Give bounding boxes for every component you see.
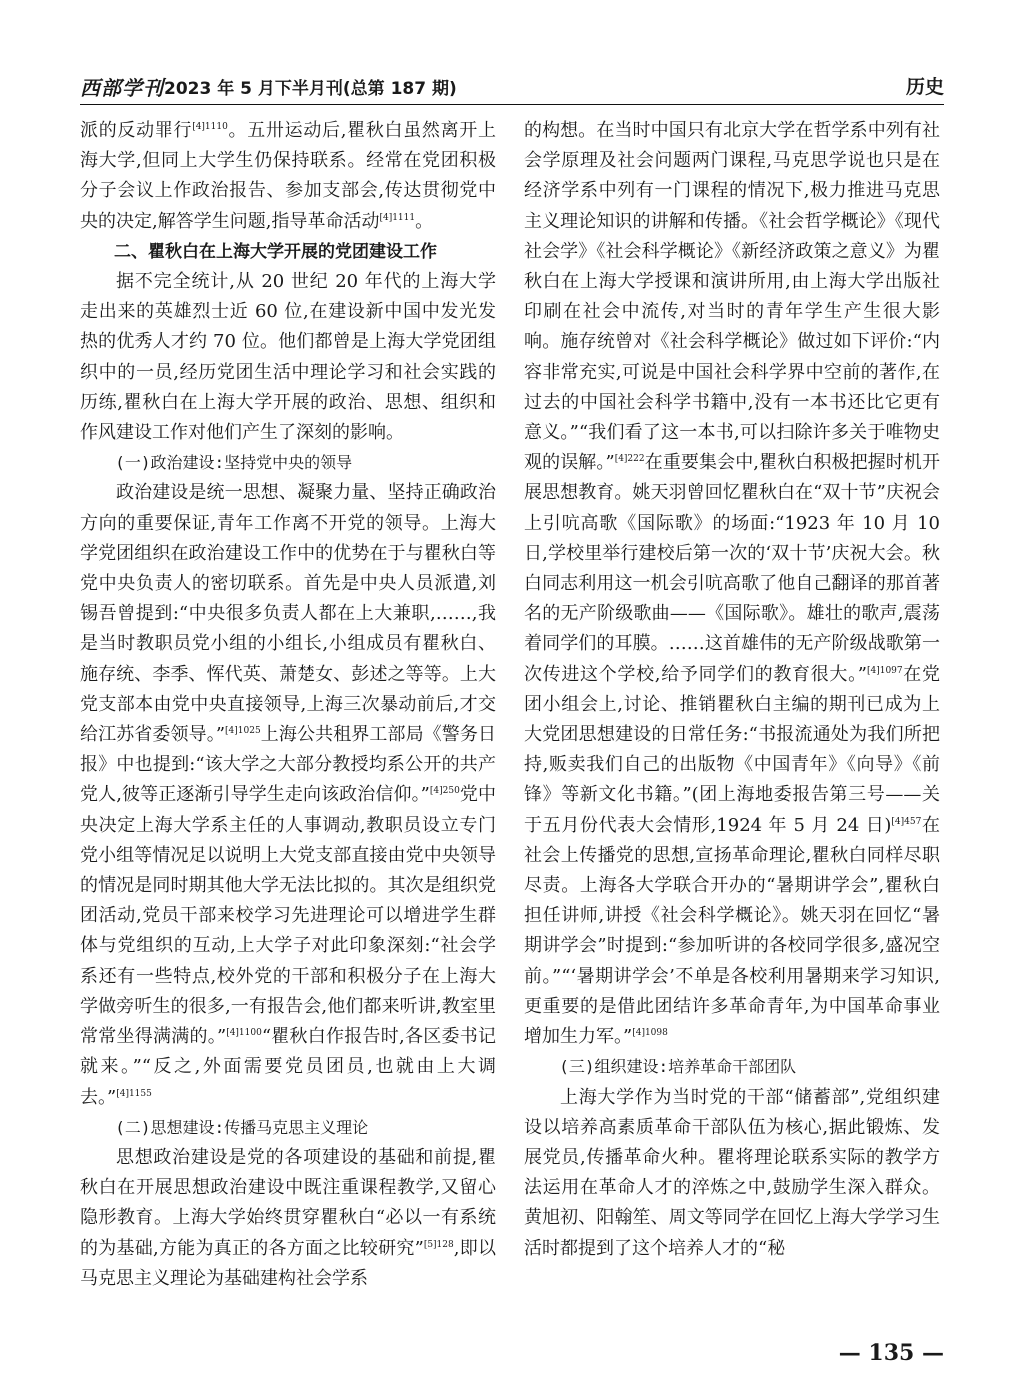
header-rule [80,104,944,105]
right-column [524,116,940,1264]
citation: [4]1155 [116,1088,152,1099]
paragraph: 政治建设是统一思想、凝聚力量、坚持正确政治方向的重要保证,青年工作离不开党的领导。上海大学党团组织在政治建设工作中的优势在于与瞿秋白等党中央负责人的密切联系。首先是中央人员派遣,刘锡吾曾提到:“中央很多负责人都在上大兼职,……,我是当时教职员党小组的小组长,小组成员有瞿秋白、施存统、李季、恽代英、萧楚女、彭述之等等。上大党支部本由党中央直接领导,上海三次暴动前后,才交给江苏省委领导。”$^{[4]1025}$上海公共租界工部局《警务日报》中也提到:“该大学之大部分教授均系公开的共产党人,彼等正逐渐引导学生走向该政治信仰。”$^{[4]250}$党中央决定上海大学系主任的人事调动,教职员设立专门党小组等情况足以说明上大党支部直接由党中央领导的情况是同时期其他大学无法比拟的。其次是组织党团活动,党员干部来校学习先进理论可以增进学生群体与党组织的互动,上大学子对此印象深刻:“社会学系还有一些特点,校外党的干部和积极分子在上海大学做旁听生的很多,一有报告会,他们都来听讲,教室里常常坐得满满的。”$^{[4]1100}$“瞿秋白作报告时,各区委书记就来。”“反之,外面需要党员团员,也就由上大调去。”$^{[4]1155}$ [80,482,497,1108]
journal-masthead: 西部学刊 [80,76,164,100]
citation: [5]128 [423,1239,454,1250]
citation: [4]1025 [225,726,261,737]
citation: [4]1098 [632,1028,668,1039]
subsection-heading: (二)思想建设:传播马克思主义理论 [115,1117,369,1137]
section-heading: 二、瞿秋白在上海大学开展的党团建设工作 [114,241,437,262]
page-number: — 135 — [838,1340,944,1366]
citation: [4]1100 [226,1028,262,1039]
citation: [4]1097 [866,665,903,676]
citation: [4]457 [891,816,922,827]
subsection-heading: (一)政治建设:坚持党中央的领导 [115,453,353,473]
section-label: 历史 [905,76,944,98]
issue-info: 2023 年 5 月下半月刊(总第 187 期) [164,79,457,99]
paragraph: 据不完全统计,从 20 世纪 20 年代的上海大学走出来的英雄烈士近 60 位,在建设新中国中发光发热的优秀人才约 70 位。他们都曾是上海大学党团组织中的一员,经历党团生活中理论学习和社会实践的历练,瞿秋白在上海大学开展的政治、思想、组织和作风建设工作对他们产生了深刻的影响。 [80,271,496,444]
citation: [4]1111 [379,212,416,223]
page-header [80,68,944,100]
paragraph: 思想政治建设是党的各项建设的基础和前提,瞿秋白在开展思想政治建设中既注重课程教学,又留心隐形教育。上海大学始终贯穿瞿秋白“必以一有系统的为基础,方能为真正的各方面之比较研究”$^{[5]128}$,即以马克思主义理论为基础建构社会学系 [80,1146,496,1289]
subsection-heading: (三)组织建设:培养革命干部团队 [559,1057,797,1077]
paragraph: 的构想。在当时中国只有北京大学在哲学系中列有社会学原理及社会问题两门课程,马克思学说也只是在经济学系中列有一门课程的情况下,极力推进马克思主义理论知识的讲解和传播。《社会哲学概论》《现代社会学》《社会科学概论》《新经济政策之意义》为瞿秋白在上海大学授课和演讲所用,由上海大学出版社印刷在社会中流传,对当时的青年学生产生很大影响。施存统曾对《社会科学概论》做过如下评价:“内容非常充实,可说是中国社会科学界中空前的著作,在过去的中国社会科学书籍中,没有一本书还比它更有意义。”“我们看了这一本书,可以扫除许多关于唯物史观的误解。”$^{[4]222}$在重要集会中,瞿秋白积极把握时机开展思想教育。姚天羽曾回忆瞿秋白在“双十节”庆祝会上引吭高歌《国际歌》的场面:“1923 年 10 月 10 日,学校里举行建校后第一次的‘双十节’庆祝大会。秋白同志利用这一机会引吭高歌了他自己翻译的那首著名的无产阶级歌曲——《国际歌》。雄壮的歌声,震荡着同学们的耳膜。……这首雄伟的无产阶级战歌第一次传进这个学校,给予同学们的教育很大。”$^{[4]1097}$在党团小组会上,讨论、推销瞿秋白主编的期刊已成为上大党团思想建设的日常任务:“书报流通处为我们所把持,贩卖我们自己的出版物《中国青年》《向导》《前锋》等新文化书籍。”(团上海地委报告第三号——关于五月份代表大会情形,1924 年 5 月 24 日)$^{[4]457}$在社会上传播党的思想,宣扬革命理论,瞿秋白同样尽职尽责。上海各大学联合开办的“暑期讲学会”,瞿秋白担任讲师,讲授《社会科学概论》。姚天羽在回忆“暑期讲学会”时提到:“参加听讲的各校同学很多,盛况空前。”“‘暑期讲学会’不单是各校利用暑期来学习知识,更重要的是借此团结许多革命青年,为中国革命事业增加生力军。”$^{[4]1098}$ [524,120,940,1048]
paragraph: 派的反动罪行$^{[4]1110}$。五卅运动后,瞿秋白虽然离开上海大学,但同上大学生仍保持联系。经常在党团积极分子会议上作政治报告、参加支部会,传达贯彻党中央的决定,解答学生问题,指导革命活动$^{[4]1111}$。 [80,120,496,232]
left-column [80,116,496,1294]
paragraph: 上海大学作为当时党的干部“储蓄部”,党组织建设以培养高素质革命干部队伍为核心,据此锻炼、发展党员,传播革命火种。瞿将理论联系实际的教学方法运用在革命人才的淬炼之中,鼓励学生深入群众。黄旭初、阳翰笙、周文等同学在回忆上海大学学习生活时都提到了这个培养人才的“秘 [524,1086,940,1259]
citation: [4]222 [614,454,645,465]
citation: [4]1110 [192,122,228,132]
citation: [4]250 [429,786,460,797]
